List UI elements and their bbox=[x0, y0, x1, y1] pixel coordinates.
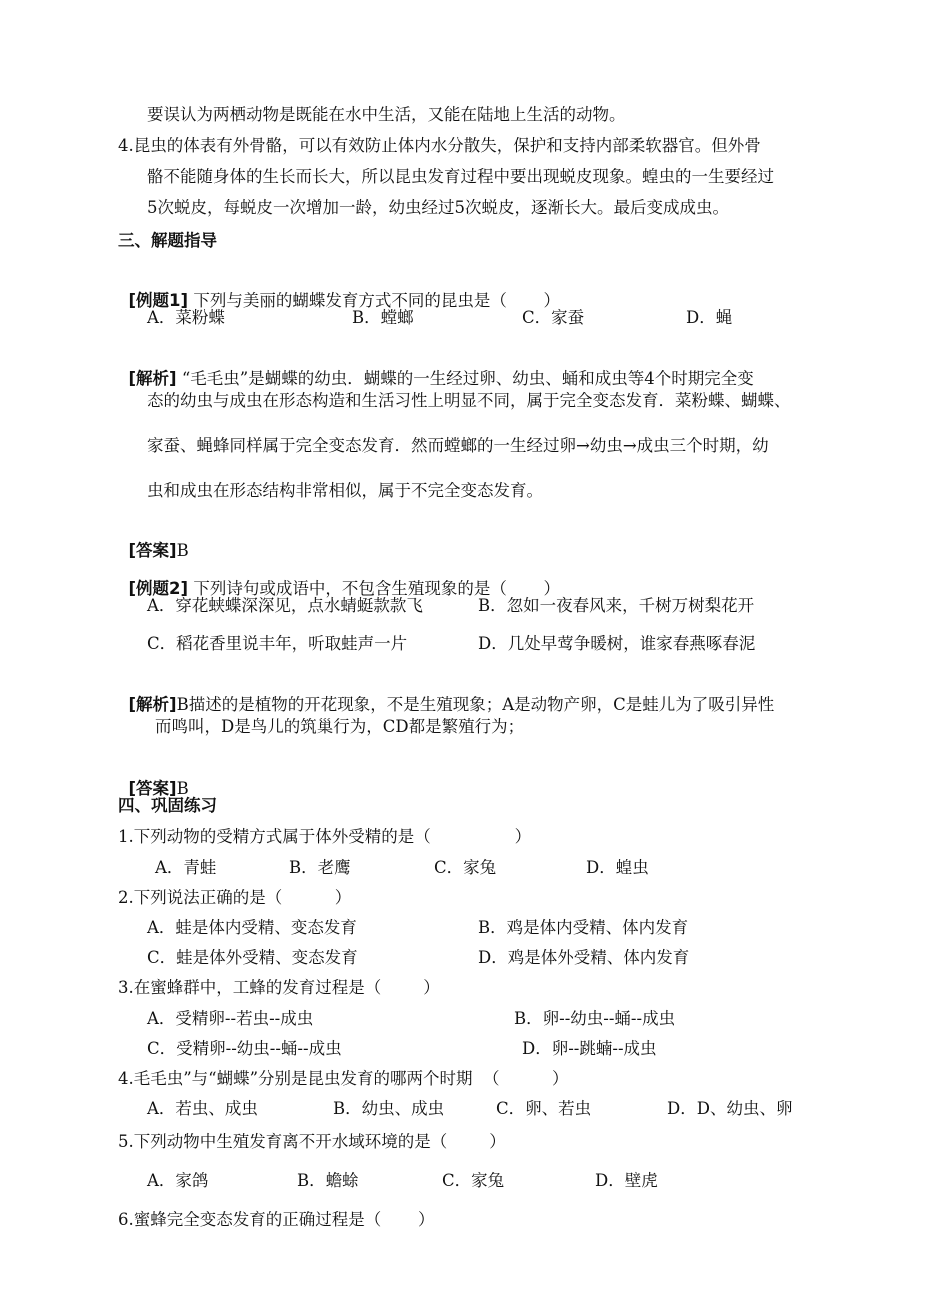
example-2-answer bbox=[118, 756, 189, 800]
question-3-option-a: A．受精卵--若虫--成虫 bbox=[147, 1009, 314, 1028]
example-1-analysis-line4: 虫和成虫在形态结构非常相似，属于不完全变态发育。 bbox=[147, 481, 543, 500]
example-2-option-b: B．忽如一夜春风来，千树万树梨花开 bbox=[478, 596, 755, 615]
question-1-stem: 1.下列动物的受精方式属于体外受精的是（ ） bbox=[118, 827, 532, 846]
question-4-option-b: B．幼虫、成虫 bbox=[333, 1099, 445, 1118]
example-1-analysis-line1 bbox=[118, 346, 754, 390]
example-1-stem: 下列与美丽的蝴蝶发育方式不同的昆虫是（ ） bbox=[188, 291, 561, 310]
example-2-analysis-line2: 而鸣叫，D是鸟儿的筑巢行为，CD都是繁殖行为； bbox=[155, 717, 525, 736]
question-5-option-a: A．家鸽 bbox=[147, 1171, 209, 1190]
question-1-option-d: D．蝗虫 bbox=[586, 858, 649, 877]
question-4-option-a: A．若虫、成虫 bbox=[147, 1099, 258, 1118]
example-1-answer-value: B bbox=[176, 541, 189, 560]
example-2-stem: 下列诗句或成语中，不包含生殖现象的是（ ） bbox=[188, 579, 561, 598]
example-2-analysis-text: B描述的是植物的开花现象，不是生殖现象；A是动物产卵，C是蛙儿为了吸引异性 bbox=[176, 695, 775, 714]
example-1-analysis-line2: 态的幼虫与成虫在形态构造和生活习性上明显不同，属于完全变态发育．菜粉蝶、蝴蝶、 bbox=[147, 391, 791, 410]
question-3-stem: 3.在蜜蜂群中，工蜂的发育过程是（ ） bbox=[118, 978, 440, 997]
question-1-option-c: C．家兔 bbox=[434, 858, 497, 877]
example-1-analysis-line3: 家蚕、蝇蜂同样属于完全变态发育．然而螳螂的一生经过卵→幼虫→成虫三个时期，幼 bbox=[147, 436, 769, 455]
example-1-analysis-text: “毛毛虫”是蝴蝶的幼虫．蝴蝶的一生经过卵、幼虫、蛹和成虫等4个时期完全变 bbox=[181, 369, 754, 388]
question-4-option-d: D．D、幼虫、卵 bbox=[667, 1099, 793, 1118]
question-5-option-d: D．壁虎 bbox=[595, 1171, 658, 1190]
question-1-option-b: B．老鹰 bbox=[289, 858, 351, 877]
example-2-option-a: A．穿花蛱蝶深深见，点水蜻蜓款款飞 bbox=[147, 596, 423, 615]
example-2-tag: [例题2] bbox=[128, 579, 189, 598]
question-4-option-c: C．卵、若虫 bbox=[496, 1099, 592, 1118]
example-1-answer-tag: [答案] bbox=[128, 541, 177, 560]
example-1-analysis-tag: [解析] bbox=[128, 369, 177, 388]
example-1-option-a: A．菜粉蝶 bbox=[147, 308, 225, 327]
question-2-option-c: C．蛙是体外受精、变态发育 bbox=[147, 948, 358, 967]
section-heading-guidance: 三、解题指导 bbox=[118, 231, 217, 250]
question-6-stem: 6.蜜蜂完全变态发育的正确过程是（ ） bbox=[118, 1210, 435, 1229]
question-2-option-b: B．鸡是体内受精、体内发育 bbox=[478, 918, 689, 937]
question-4-stem: 4.毛毛虫”与“蝴蝶”分别是昆虫发育的哪两个时期 （ ） bbox=[118, 1069, 569, 1088]
example-1-option-b: B．螳螂 bbox=[352, 308, 414, 327]
example-2-question bbox=[118, 556, 560, 600]
example-1-option-d: D．蝇 bbox=[686, 308, 733, 327]
section-heading-practice: 四、巩固练习 bbox=[118, 796, 217, 815]
question-2-stem: 2.下列说法正确的是（ ） bbox=[118, 888, 352, 907]
question-3-option-b: B．卵--幼虫--蛹--成虫 bbox=[514, 1009, 676, 1028]
question-5-option-c: C．家兔 bbox=[442, 1171, 505, 1190]
question-5-option-b: B．蟾蜍 bbox=[297, 1171, 359, 1190]
example-2-answer-value: B bbox=[176, 779, 189, 798]
question-3-option-c: C．受精卵--幼虫--蛹--成虫 bbox=[147, 1039, 342, 1058]
example-2-answer-tag: [答案] bbox=[128, 779, 177, 798]
example-1-tag: [例题1] bbox=[128, 291, 189, 310]
question-5-stem: 5.下列动物中生殖发育离不开水域环境的是（ ） bbox=[118, 1132, 506, 1151]
example-2-analysis-line1 bbox=[118, 672, 774, 716]
example-2-option-c: C．稻花香里说丰年，听取蛙声一片 bbox=[147, 634, 408, 653]
question-2-option-d: D．鸡是体外受精、体内发育 bbox=[478, 948, 690, 967]
example-1-question bbox=[118, 268, 560, 312]
example-1-option-c: C．家蚕 bbox=[522, 308, 585, 327]
intro-line: 要误认为两栖动物是既能在水中生活，又能在陆地上生活的动物。 bbox=[147, 105, 626, 124]
example-2-option-d: D．几处早莺争暖树，谁家春燕啄春泥 bbox=[478, 634, 756, 653]
intro-paragraph-4-line2: 骼不能随身体的生长而长大，所以昆虫发育过程中要出现蜕皮现象。蝗虫的一生要经过 bbox=[147, 167, 774, 186]
question-2-option-a: A．蛙是体内受精、变态发育 bbox=[147, 918, 357, 937]
example-2-analysis-tag: [解析] bbox=[128, 695, 177, 714]
intro-paragraph-4-line1: 4.昆虫的体表有外骨骼，可以有效防止体内水分散失，保护和支持内部柔软器官。但外骨 bbox=[118, 136, 761, 155]
question-3-option-d: D．卵--跳蝻--成虫 bbox=[522, 1039, 657, 1058]
question-1-option-a: A．青蛙 bbox=[155, 858, 217, 877]
intro-paragraph-4-line3: 5次蜕皮，每蜕皮一次增加一龄，幼虫经过5次蜕皮，逐渐长大。最后变成成虫。 bbox=[147, 198, 729, 217]
